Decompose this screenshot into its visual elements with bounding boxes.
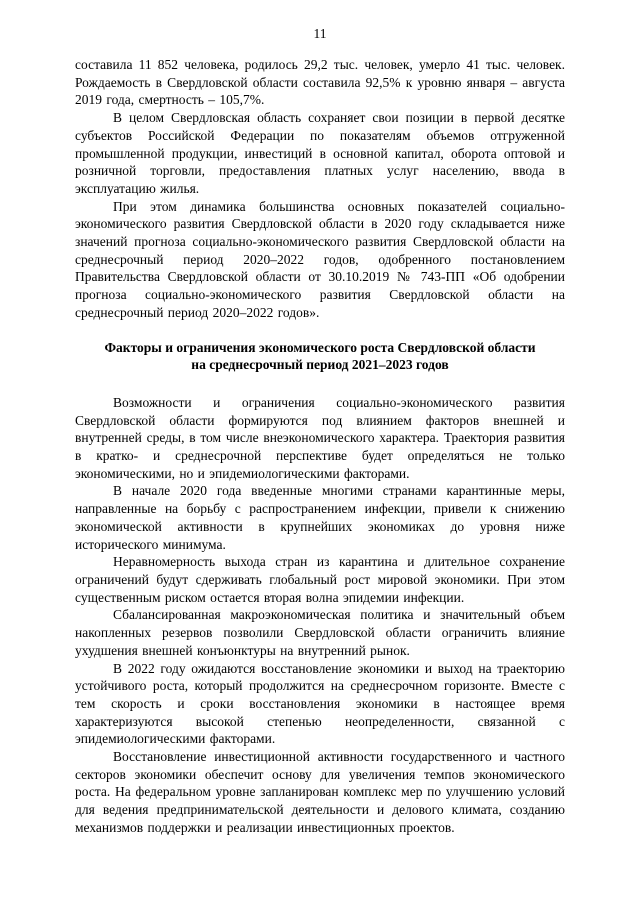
paragraph: составила 11 852 человека, родилось 29,2 тыс. человек, умерло 41 тыс. человек. Рождаемость в Свердловской области составила 92,5% к уровню января – августа 2019 года, смертность – 105,7%.	[75, 57, 565, 108]
section-heading-line2: на среднесрочный период 2021–2023 годов	[191, 357, 449, 373]
paragraph: В целом Свердловская область сохраняет свои позиции в первой десятке субъектов Российской Федерации по показателям объемов отгруженной промышленной продукции, инвестиций в основной капитал, оборота оптовой и розничной торговли, предоставления платных услуг населению, ввода в эксплуатацию жилья.	[75, 110, 565, 196]
paragraph: В 2022 году ожидаются восстановление экономики и выход на траекторию устойчивого роста, который продолжится на среднесрочном горизонте. Вместе с тем скорость и сроки восстановления экономики в настоящее время характеризуются высокой степенью неопределенности, связанной с эпидемиологическими факторами.	[75, 660, 565, 747]
paragraph: Неравномерность выхода стран из карантина и длительное сохранение ограничений будут сдерживать глобальный рост мировой экономики. При этом существенным риском остается вторая волна эпидемии инфекции.	[75, 554, 565, 605]
section-heading-line1: Факторы и ограничения экономического роста Свердловской области	[104, 339, 536, 355]
paragraph: Возможности и ограничения социально-экономического развития Свердловской области формируются под влиянием факторов внешней и внутренней среды, в том числе внеэкономического характера. Траектория развития в кратко- и среднесрочной перспективе будет определяться не только экономическими, но и эпидемиологическими факторами.	[75, 394, 565, 481]
section-heading	[75, 339, 565, 374]
paragraph: Восстановление инвестиционной активности государственного и частного секторов экономики обеспечит основу для увеличения темпов экономического роста. На федеральном уровне запланирован комплекс мер по улучшению условий для ведения предпринимательской деятельности и делового климата, созданию механизмов поддержки и реализации инвестиционных проектов.	[75, 749, 565, 835]
paragraph: При этом динамика большинства основных показателей социально-экономического развития Свердловской области в 2020 году складывается ниже значений прогноза социально-экономического развития Свердловской области на среднесрочный период 2020–2022 годов, одобренного постановлением Правительства Свердловской области от 30.10.2019 № 743-ПП «Об одобрении прогноза социально-экономического развития Свердловской области на среднесрочный период 2020–2022 годов».	[75, 198, 565, 320]
paragraph: В начале 2020 года введенные многими странами карантинные меры, направленные на борьбу с распространением инфекции, привели к снижению экономической активности в крупнейших экономиках до уровня ниже исторического минимума.	[75, 483, 565, 552]
page-number: 11	[313, 26, 327, 41]
paragraph: Сбалансированная макроэкономическая политика и значительный объем накопленных резервов позволили Свердловской области ограничить влияние ухудшения внешней конъюнктуры на внутренний рынок.	[75, 607, 565, 658]
